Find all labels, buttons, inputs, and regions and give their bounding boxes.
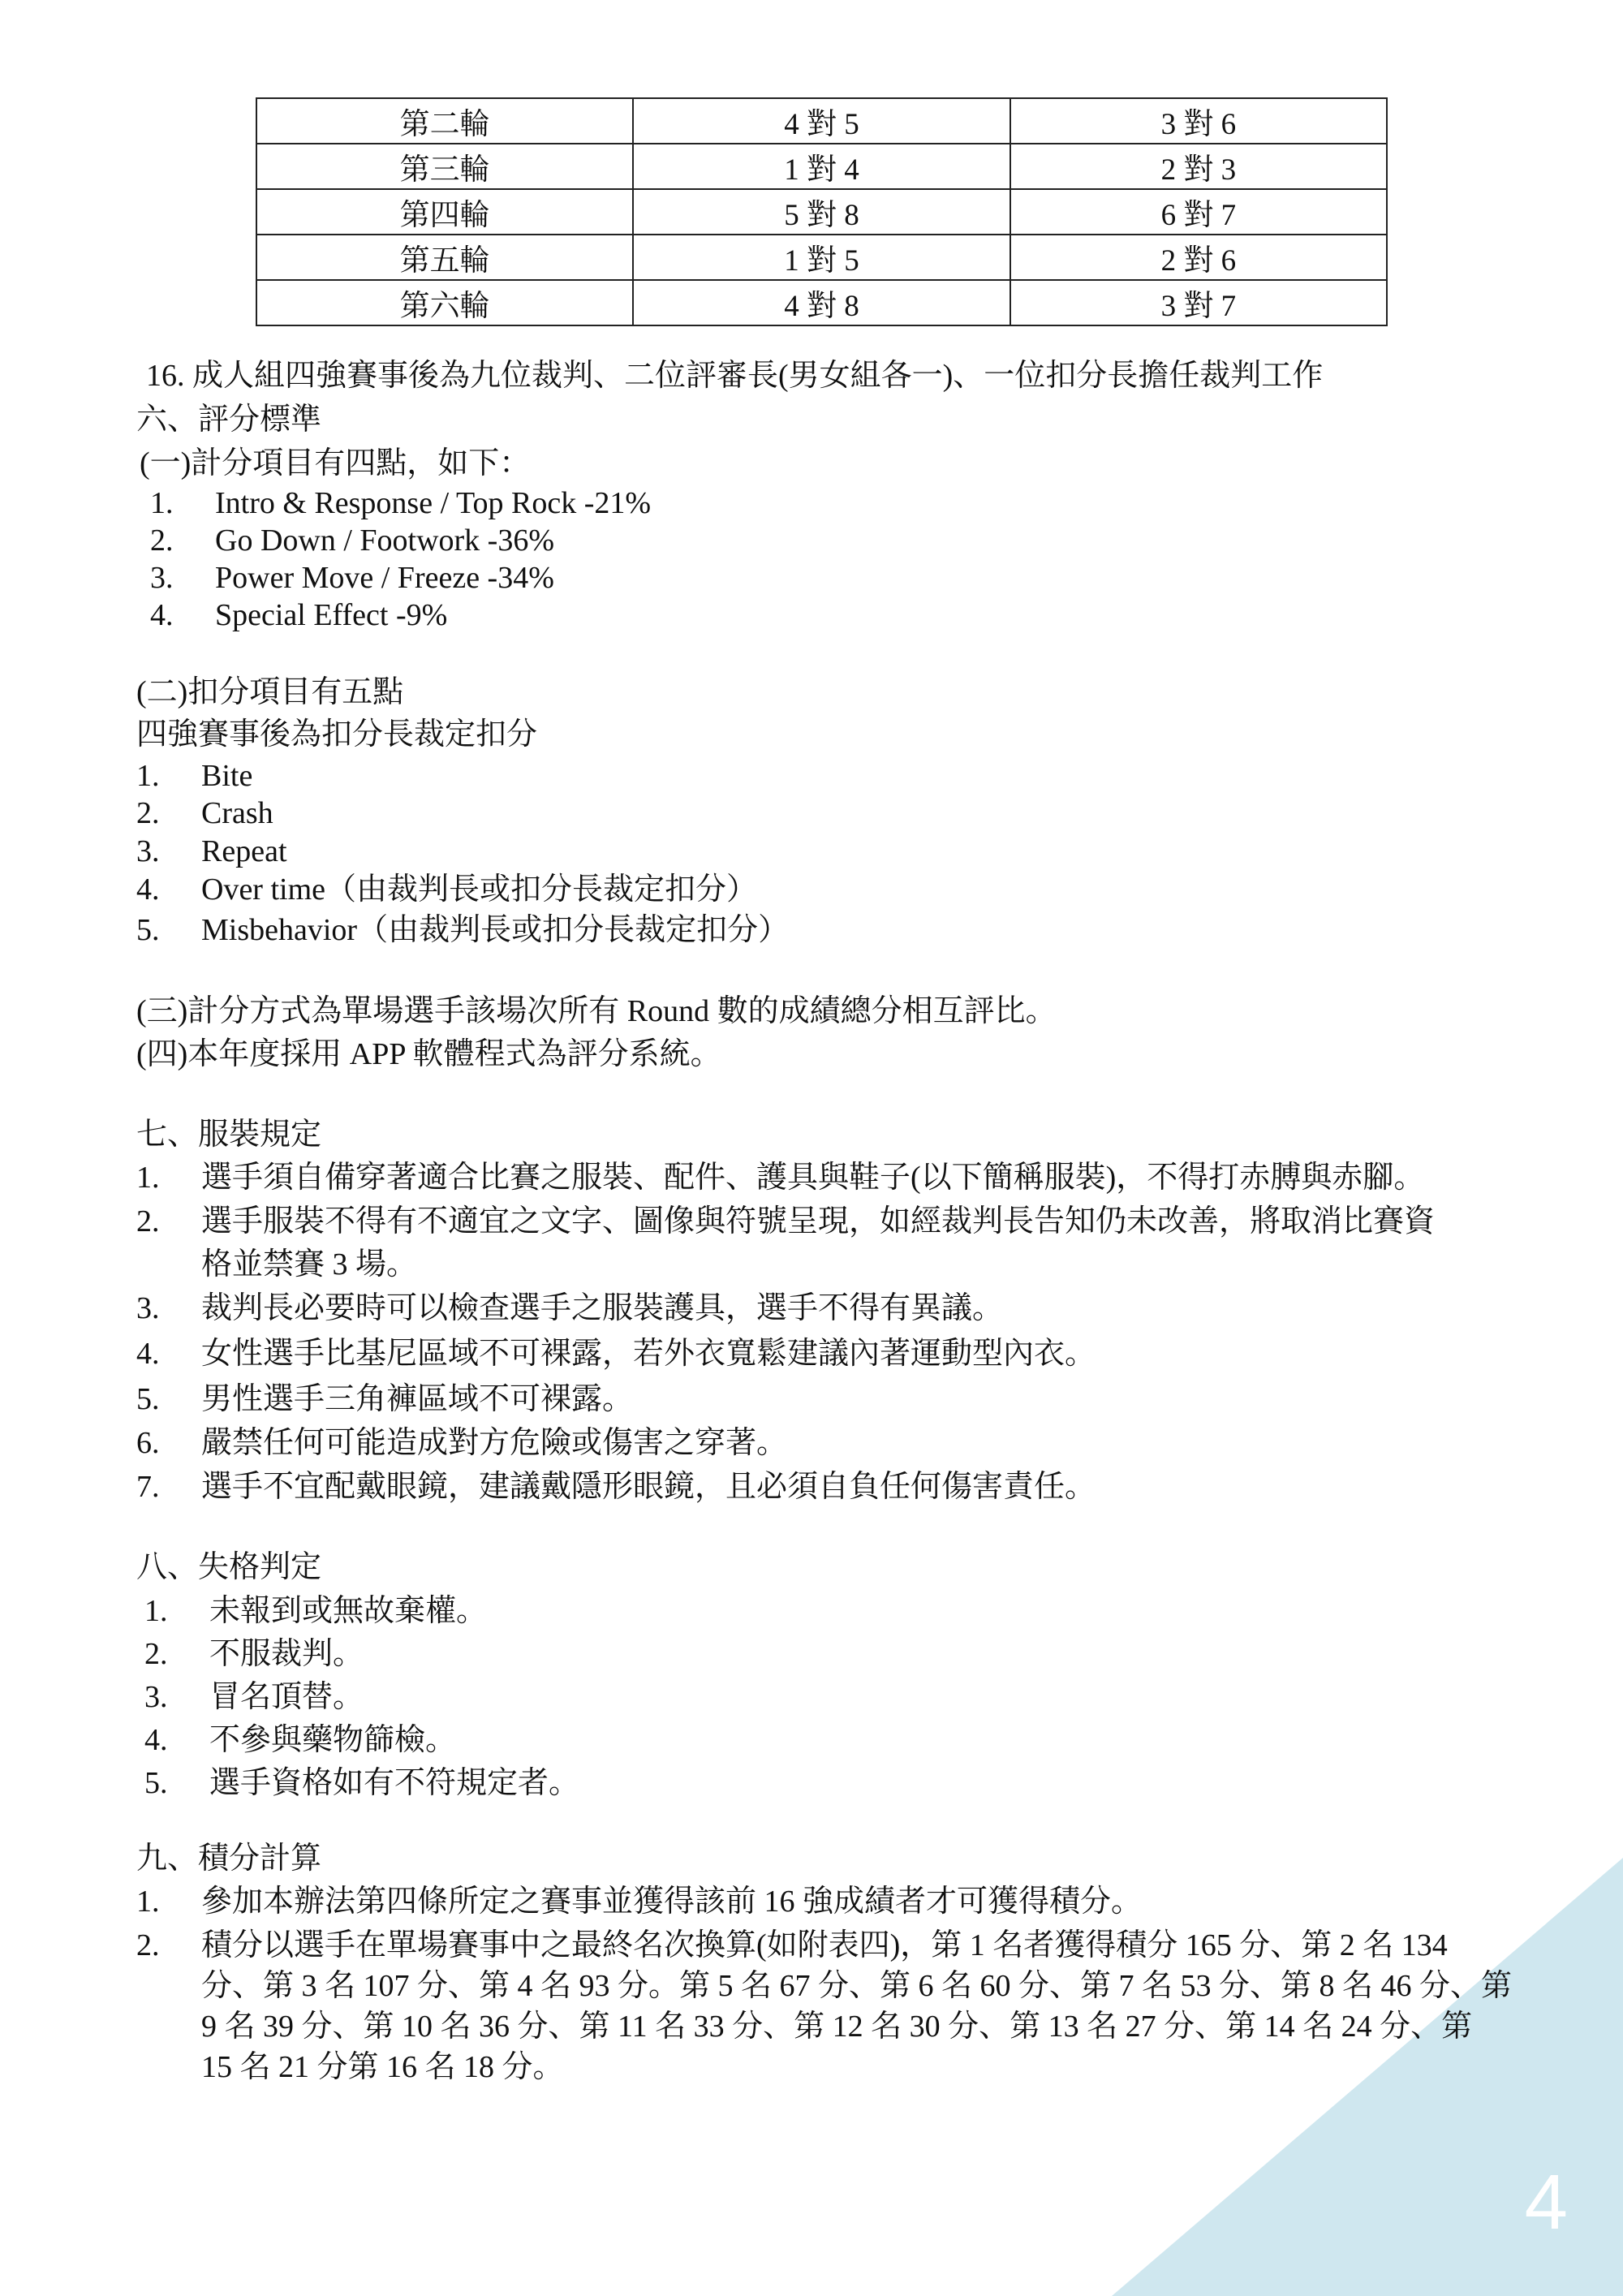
dress-rule-line: 選手不宜配戴眼鏡，建議戴隱形眼鏡，且必須自負任何傷害責任。 xyxy=(201,1470,1096,1504)
list-number: 1. xyxy=(136,759,160,793)
dress-rule-line: 選手服裝不得有不適宜之文字、圖像與符號呈現，如經裁判長告知仍未改善，將取消比賽資 xyxy=(201,1204,1436,1238)
list-number: 2. xyxy=(144,1637,168,1671)
list-number: 3. xyxy=(144,1680,168,1714)
deduction-item: Misbehavior（由裁判長或扣分長裁定扣分） xyxy=(201,913,790,947)
table-cell: 第二輪 xyxy=(256,98,633,144)
list-number: 2. xyxy=(136,796,160,830)
list-number: 5. xyxy=(136,1382,160,1416)
scoring-item: Intro & Response / Top Rock -21% xyxy=(215,486,652,520)
list-number: 7. xyxy=(136,1470,160,1504)
section-6-sub4: (四)本年度採用 APP 軟體程式為評分系統。 xyxy=(136,1037,721,1071)
list-number: 5. xyxy=(136,913,160,947)
table-row xyxy=(256,189,1387,235)
section-8-title: 八、失格判定 xyxy=(136,1550,322,1584)
disqualification-item: 選手資格如有不符規定者。 xyxy=(209,1766,580,1800)
scoring-item: Go Down / Footwork -36% xyxy=(215,523,554,558)
scoring-item: Special Effect -9% xyxy=(215,598,448,632)
points-rule-line: 積分以選手在單場賽事中之最終名次換算(如附表四)，第 1 名者獲得積分 165 分、第 2 名 134 xyxy=(201,1928,1448,1962)
list-number: 3. xyxy=(136,834,160,868)
scoring-item: Power Move / Freeze -34% xyxy=(215,561,554,595)
section-6-sub2: (二)扣分項目有五點 xyxy=(136,675,404,709)
dress-rule-line: 嚴禁任何可能造成對方危險或傷害之穿著。 xyxy=(201,1426,788,1460)
section-6-sub3: (三)計分方式為單場選手該場次所有 Round 數的成績總分相互評比。 xyxy=(136,994,1057,1028)
table-cell: 1 對 5 xyxy=(633,235,1010,280)
list-number: 1. xyxy=(144,1594,168,1628)
table-cell: 2 對 6 xyxy=(1010,235,1387,280)
page-number: 4 xyxy=(1524,2159,1568,2246)
points-rule-line: 分、第 3 名 107 分、第 4 名 93 分。第 5 名 67 分、第 6 名 60 分、第 7 名 53 分、第 8 名 46 分、第 xyxy=(201,1969,1513,2003)
disqualification-item: 冒名頂替。 xyxy=(209,1680,364,1714)
table-cell: 4 對 5 xyxy=(633,98,1010,144)
list-number: 4. xyxy=(136,1337,160,1371)
list-number: 4. xyxy=(136,872,160,907)
points-rule-line: 參加本辦法第四條所定之賽事並獲得該前 16 強成績者才可獲得積分。 xyxy=(201,1885,1143,1919)
table-cell: 第四輪 xyxy=(256,189,633,235)
table-row xyxy=(256,144,1387,189)
dress-rule-line: 男性選手三角褲區域不可裸露。 xyxy=(201,1382,634,1416)
table-cell: 6 對 7 xyxy=(1010,189,1387,235)
list-number: 1. xyxy=(136,1161,160,1195)
dress-rule-line: 選手須自備穿著適合比賽之服裝、配件、護具與鞋子(以下簡稱服裝)，不得打赤膊與赤腳。 xyxy=(201,1161,1425,1195)
list-number: 6. xyxy=(136,1426,160,1460)
points-rule-line: 9 名 39 分、第 10 名 36 分、第 11 名 33 分、第 12 名 30 分、第 13 名 27 分、第 14 名 24 分、第 xyxy=(201,2010,1473,2044)
dress-rule-line: 女性選手比基尼區域不可裸露，若外衣寬鬆建議內著運動型內衣。 xyxy=(201,1337,1096,1371)
table-cell: 2 對 3 xyxy=(1010,144,1387,189)
disqualification-item: 不參與藥物篩檢。 xyxy=(209,1723,457,1757)
table-cell: 第六輪 xyxy=(256,280,633,325)
list-number: 5. xyxy=(144,1766,168,1800)
rounds-table xyxy=(256,97,1388,326)
deduction-item: Repeat xyxy=(201,834,287,868)
table-cell: 5 對 8 xyxy=(633,189,1010,235)
table-cell: 3 對 7 xyxy=(1010,280,1387,325)
list-number: 3. xyxy=(136,1291,160,1325)
disqualification-item: 未報到或無故棄權。 xyxy=(209,1594,488,1628)
list-number: 4. xyxy=(150,598,174,632)
dress-rule-line: 裁判長必要時可以檢查選手之服裝護具，選手不得有異議。 xyxy=(201,1291,1004,1325)
section-6-sub2-note: 四強賽事後為扣分長裁定扣分 xyxy=(136,717,538,752)
table-cell: 3 對 6 xyxy=(1010,98,1387,144)
section-6-title: 六、評分標準 xyxy=(136,403,322,437)
dress-rule-line: 格並禁賽 3 場。 xyxy=(201,1247,418,1282)
list-number: 2. xyxy=(136,1204,160,1238)
table-row xyxy=(256,235,1387,280)
table-cell: 4 對 8 xyxy=(633,280,1010,325)
list-number: 1. xyxy=(136,1885,160,1919)
points-rule-line: 15 名 21 分第 16 名 18 分。 xyxy=(201,2050,564,2084)
table-row xyxy=(256,280,1387,325)
list-number: 3. xyxy=(150,561,174,595)
item-16-text: 16. 成人組四強賽事後為九位裁判、二位評審長(男女組各一)、一位扣分長擔任裁判工作 xyxy=(146,359,1324,393)
section-6-sub1: (一)計分項目有四點，如下： xyxy=(140,446,531,480)
deduction-item: Over time（由裁判長或扣分長裁定扣分） xyxy=(201,872,758,907)
table-cell: 第三輪 xyxy=(256,144,633,189)
section-9-title: 九、積分計算 xyxy=(136,1842,322,1876)
table-row xyxy=(256,98,1387,144)
list-number: 2. xyxy=(150,523,174,558)
deduction-item: Bite xyxy=(201,759,253,793)
table-cell: 第五輪 xyxy=(256,235,633,280)
list-number: 4. xyxy=(144,1723,168,1757)
list-number: 2. xyxy=(136,1928,160,1962)
list-number: 1. xyxy=(150,486,174,520)
disqualification-item: 不服裁判。 xyxy=(209,1637,364,1671)
section-7-title: 七、服裝規定 xyxy=(136,1118,322,1152)
table-cell: 1 對 4 xyxy=(633,144,1010,189)
deduction-item: Crash xyxy=(201,796,273,830)
